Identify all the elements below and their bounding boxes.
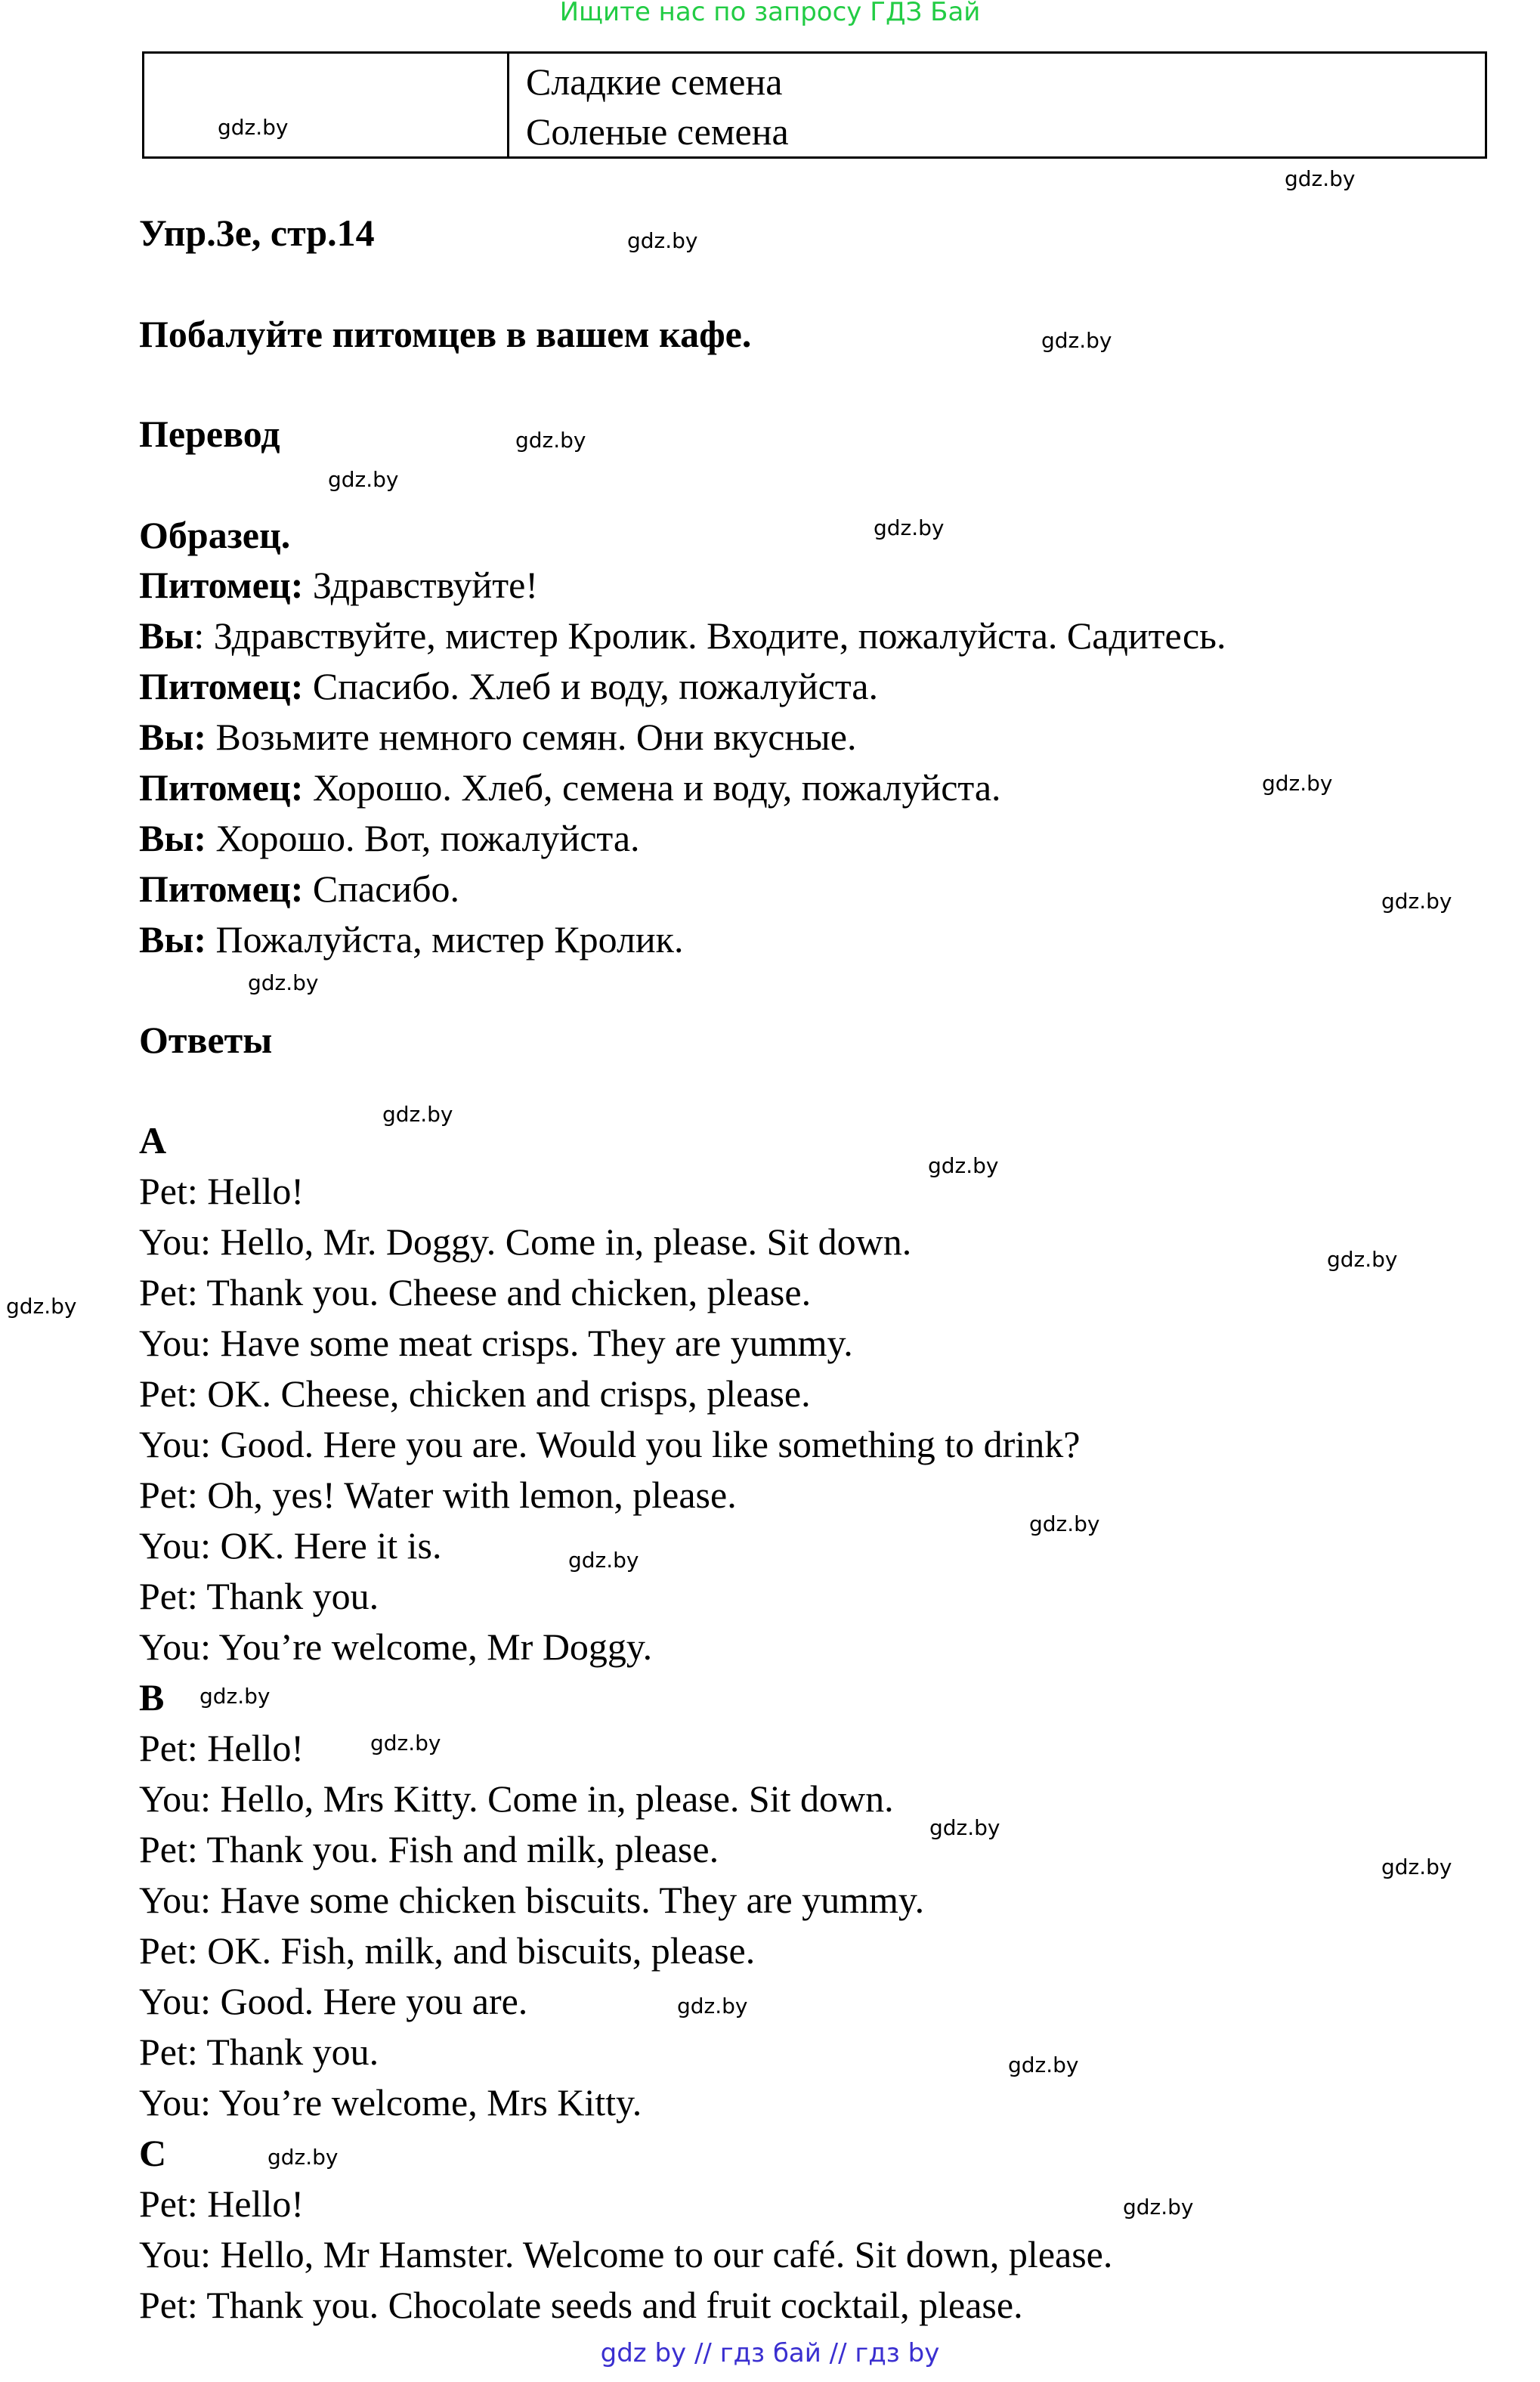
sample-speaker: Питомец:: [139, 868, 304, 910]
sample-text: Пожалуйста, мистер Кролик.: [206, 918, 684, 961]
dialog-b-label: B: [139, 1676, 165, 1718]
watermark: gdz.by: [1123, 2195, 1194, 2220]
top-banner-link[interactable]: Ищите нас по запросу ГДЗ Бай: [559, 0, 981, 27]
watermark: gdz.by: [1029, 1511, 1100, 1536]
sample-line: [139, 613, 1226, 658]
sample-speaker: Вы:: [139, 918, 207, 961]
bottom-banner-link[interactable]: gdz by // гдз бай // гдз by: [600, 2338, 940, 2368]
dialog-a-line: You: Have some meat crisps. They are yummy.: [139, 1322, 853, 1364]
dialog-a-label: A: [139, 1119, 167, 1162]
dialog-a-line: You: You’re welcome, Mr Doggy.: [139, 1626, 653, 1668]
seeds-table: [142, 51, 1487, 159]
watermark: gdz.by: [677, 1994, 748, 2019]
dialog-c-line: Pet: Hello!: [139, 2182, 305, 2225]
sample-line: [139, 562, 538, 608]
watermark: gdz.by: [6, 1294, 77, 1319]
dialog-b-line: You: Hello, Mrs Kitty. Come in, please. Sit down.: [139, 1777, 894, 1820]
sample-line: [139, 815, 640, 861]
dialog-a-line: Pet: OK. Cheese, chicken and crisps, please.: [139, 1372, 811, 1415]
sample-speaker: Питомец:: [139, 564, 304, 606]
translation-heading: Перевод: [139, 413, 280, 455]
dialog-a-line: Pet: Thank you. Cheese and chicken, please.: [139, 1271, 812, 1313]
dialog-a-line: Pet: Hello!: [139, 1170, 305, 1212]
watermark: gdz.by: [267, 2145, 339, 2170]
task-text: Побалуйте питомцев в вашем кафе.: [139, 313, 752, 355]
watermark: gdz.by: [218, 115, 289, 140]
watermark: gdz.by: [1327, 1247, 1398, 1272]
watermark: gdz.by: [627, 228, 698, 253]
sample-line: [139, 917, 683, 962]
watermark: gdz.by: [382, 1102, 453, 1127]
sample-speaker: Вы:: [139, 817, 207, 859]
watermark: gdz.by: [199, 1684, 271, 1709]
dialog-c-line: You: Hello, Mr Hamster. Welcome to our café. Sit down, please.: [139, 2233, 1113, 2275]
dialog-b-line: You: Have some chicken biscuits. They are yummy.: [139, 1879, 925, 1921]
watermark: gdz.by: [328, 467, 399, 492]
watermark: gdz.by: [568, 1548, 639, 1573]
watermark: gdz.by: [515, 428, 586, 453]
dialog-a-line: Pet: Oh, yes! Water with lemon, please.: [139, 1474, 737, 1516]
sample-text: : Здравствуйте, мистер Кролик. Входите, пожалуйста. Садитесь.: [193, 614, 1226, 657]
sample-text: Хорошо. Хлеб, семена и воду, пожалуйста.: [303, 766, 1001, 809]
dialog-b-line: You: Good. Here you are.: [139, 1980, 528, 2022]
watermark: gdz.by: [370, 1731, 441, 1756]
dialog-b-line: Pet: Thank you.: [139, 2031, 379, 2073]
watermark: gdz.by: [1041, 328, 1112, 353]
sample-line: [139, 714, 856, 759]
table-text-cell: [509, 53, 1486, 158]
sample-line: [139, 866, 459, 911]
sample-speaker: Вы: [139, 614, 194, 657]
table-empty-cell: [144, 53, 509, 158]
watermark: gdz.by: [1381, 889, 1452, 914]
dialog-a-line: Pet: Thank you.: [139, 1575, 379, 1617]
sample-text: Здравствуйте!: [303, 564, 539, 606]
dialog-b-line: You: You’re welcome, Mrs Kitty.: [139, 2081, 642, 2124]
dialog-a-line: You: OK. Here it is.: [139, 1524, 442, 1567]
watermark: gdz.by: [874, 515, 945, 540]
table-row-salty: Соленые семена: [526, 110, 789, 153]
watermark: gdz.by: [1285, 166, 1356, 191]
sample-speaker: Вы:: [139, 716, 207, 758]
dialog-b-line: Pet: Thank you. Fish and milk, please.: [139, 1828, 719, 1870]
dialog-a-line: You: Hello, Mr. Doggy. Come in, please. Sit down.: [139, 1220, 912, 1263]
dialog-b-line: Pet: OK. Fish, milk, and biscuits, please.: [139, 1929, 756, 1972]
sample-text: Спасибо.: [303, 868, 460, 910]
exercise-title: Упр.3е, стр.14: [139, 212, 375, 254]
dialog-c-line: Pet: Thank you. Chocolate seeds and fruit cocktail, please.: [139, 2284, 1023, 2326]
watermark: gdz.by: [248, 970, 319, 995]
sample-text: Хорошо. Вот, пожалуйста.: [206, 817, 640, 859]
watermark: gdz.by: [928, 1153, 999, 1178]
dialog-a-line: You: Good. Here you are. Would you like something to drink?: [139, 1423, 1081, 1465]
sample-text: Возьмите немного семян. Они вкусные.: [206, 716, 857, 758]
watermark: gdz.by: [929, 1815, 1000, 1840]
table-row-sweet: Сладкие семена: [526, 60, 783, 103]
watermark: gdz.by: [1008, 2053, 1079, 2077]
sample-text: Спасибо. Хлеб и воду, пожалуйста.: [303, 665, 879, 707]
watermark: gdz.by: [1262, 771, 1333, 796]
watermark: gdz.by: [1381, 1855, 1452, 1879]
sample-speaker: Питомец:: [139, 665, 304, 707]
sample-line: [139, 765, 1001, 810]
sample-heading: Образец.: [139, 514, 291, 556]
sample-speaker: Питомец:: [139, 766, 304, 809]
dialog-b-line: Pet: Hello!: [139, 1727, 305, 1769]
dialog-c-label: C: [139, 2132, 167, 2174]
answers-heading: Ответы: [139, 1019, 273, 1061]
sample-line: [139, 664, 878, 709]
